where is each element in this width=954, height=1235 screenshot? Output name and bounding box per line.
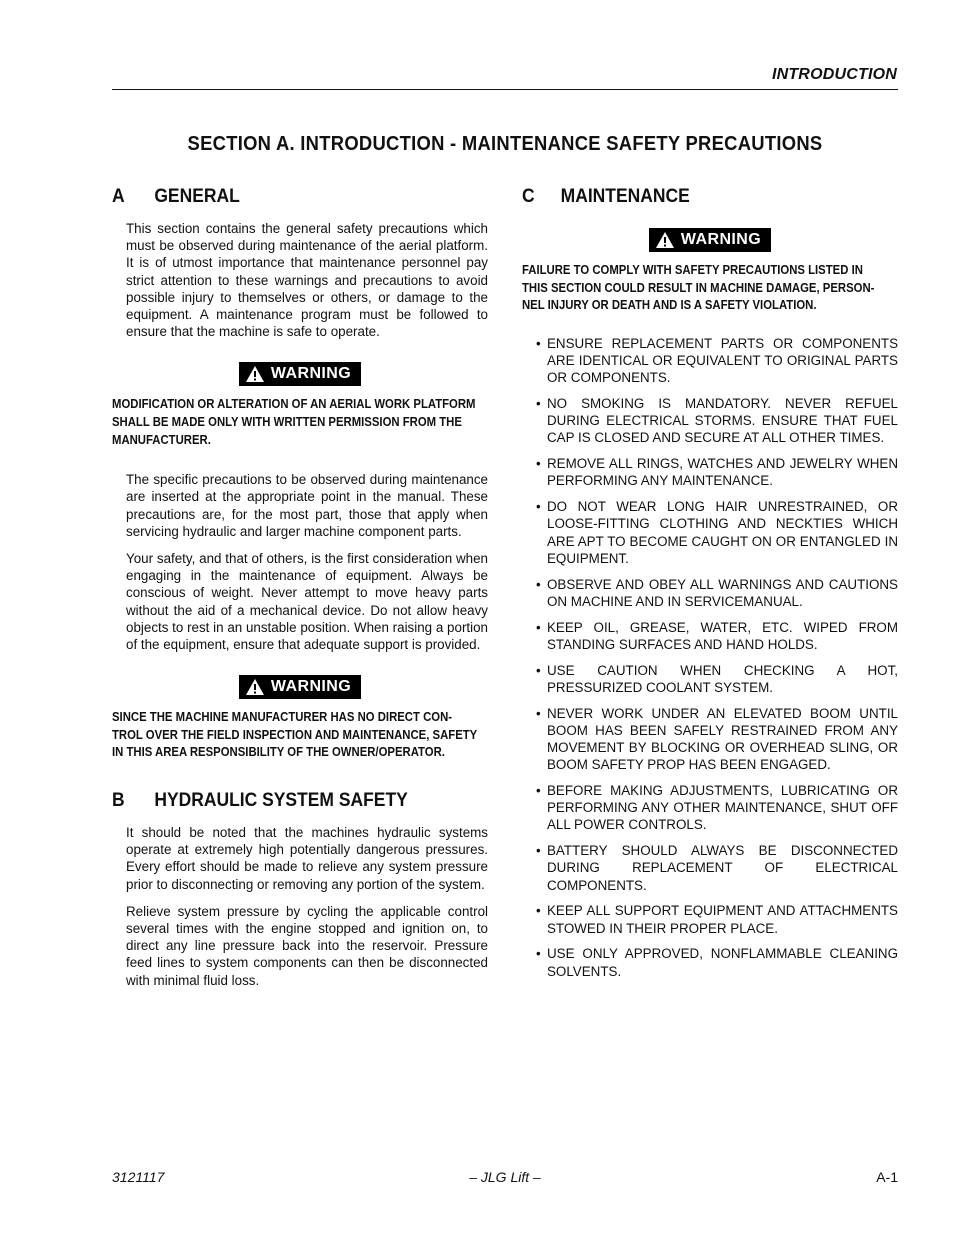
list-item: • ENSURE REPLACEMENT PARTS OR COMPONENTS ARE IDENTICAL OR EQUIVALENT TO ORIGINAL PARTS OR COMPONENTS. [536, 335, 898, 387]
warning-block-3 [522, 228, 898, 254]
heading-general [112, 186, 458, 208]
heading-maintenance [522, 186, 868, 208]
warning-triangle-icon [245, 365, 265, 383]
list-item: • NEVER WORK UNDER AN ELEVATED BOOM UNTIL BOOM HAS BEEN SAFELY RESTRAINED FROM ANY MOVEMENT BY BLOCKING OR OVERHEAD SLING, OR BOOM SAFETY PROP HAS BEEN ENGAGED. [536, 705, 898, 774]
warning-text-1 [112, 396, 488, 449]
running-header-title: INTRODUCTION [771, 66, 897, 83]
general-paragraph-2: The specific precautions to be observed during maintenance are inserted at the appropriate point in the manual. These precautions are, for the most part, those that apply when servicing hydraulic and larger machine component parts. [126, 472, 488, 539]
warning-text-line: SHALL BE MADE ONLY WITH WRITTEN PERMISSION FROM THE [112, 415, 462, 430]
heading-maintenance-letter: C [522, 186, 535, 207]
general-paragraph-1: This section contains the general safety precautions which must be observed during maintenance of the aerial platform. It is of utmost importance that maintenance personnel pay strict attention to these warnings and precautions to avoid possible injury to themselves or others, or damage to the equipment. A maintenance program must be followed to ensure that the machine is safe to operate. [126, 221, 488, 340]
header-rule [112, 89, 898, 90]
list-item: • OBSERVE AND OBEY ALL WARNINGS AND CAUTIONS ON MACHINE AND IN SERVICEMANUAL. [536, 576, 898, 610]
warning-label: WARNING [680, 231, 762, 248]
list-item: • KEEP OIL, GREASE, WATER, ETC. WIPED FROM STANDING SURFACES AND HAND HOLDS. [536, 619, 898, 653]
warning-text-line: THIS SECTION COULD RESULT IN MACHINE DAMAGE, PERSON- [522, 280, 875, 295]
footer-brand: – JLG Lift – [469, 1169, 541, 1185]
warning-text-line: FAILURE TO COMPLY WITH SAFETY PRECAUTIONS LISTED IN [522, 263, 863, 277]
heading-maintenance-text: MAINTENANCE [560, 186, 690, 207]
warning-block-2 [112, 675, 488, 701]
warning-text-line: NEL INJURY OR DEATH AND IS A SAFETY VIOLATION. [522, 298, 817, 313]
warning-text-3 [522, 262, 898, 315]
list-item: • BEFORE MAKING ADJUSTMENTS, LUBRICATING OR PERFORMING ANY OTHER MAINTENANCE, SHUT OFF ALL POWER CONTROLS. [536, 782, 898, 834]
warning-label: WARNING [270, 678, 352, 696]
left-column [112, 186, 488, 999]
warning-text-line: MANUFACTURER. [112, 432, 211, 447]
warning-text-line: TROL OVER THE FIELD INSPECTION AND MAINTENANCE, SAFETY [112, 727, 478, 742]
warning-triangle-icon [245, 678, 265, 696]
hydraulic-paragraph-2: Relieve system pressure by cycling the applicable control several times with the engine stopped and ignition on, to direct any line pressure back into the reservoir. Pressure feed lines to system components can then be disconnected with minimal fluid loss. [126, 903, 488, 988]
warning-label: WARNING [270, 365, 352, 383]
warning-badge [649, 228, 771, 252]
heading-general-letter: A [112, 186, 125, 207]
maintenance-bullet-list [522, 335, 898, 980]
list-item: • USE ONLY APPROVED, NONFLAMMABLE CLEANING SOLVENTS. [536, 945, 898, 979]
heading-hydraulic [112, 790, 458, 812]
warning-block-1 [112, 362, 488, 388]
footer-doc-number: 3121117 [112, 1169, 165, 1185]
list-item: • KEEP ALL SUPPORT EQUIPMENT AND ATTACHMENTS STOWED IN THEIR PROPER PLACE. [536, 902, 898, 936]
heading-general-text: GENERAL [154, 186, 240, 207]
footer-page-number: A-1 [876, 1169, 898, 1185]
list-item: • USE CAUTION WHEN CHECKING A HOT, PRESSURIZED COOLANT SYSTEM. [536, 662, 898, 696]
list-item: • REMOVE ALL RINGS, WATCHES AND JEWELRY WHEN PERFORMING ANY MAINTENANCE. [536, 455, 898, 489]
list-item: • DO NOT WEAR LONG HAIR UNRESTRAINED, OR LOOSE-FITTING CLOTHING AND NECKTIES WHICH ARE APT TO BECOME CAUGHT ON OR ENTANGLED IN EQUIPMENT. [536, 498, 898, 567]
warning-badge [239, 675, 361, 699]
section-title: SECTION A. INTRODUCTION - MAINTENANCE SAFETY PRECAUTIONS [187, 133, 823, 155]
warning-text-line: MODIFICATION OR ALTERATION OF AN AERIAL WORK PLATFORM [112, 397, 476, 412]
list-item: • NO SMOKING IS MANDATORY. NEVER REFUEL DURING ELECTRICAL STORMS. ENSURE THAT FUEL CAP IS CLOSED AND SECURE AT ALL OTHER TIMES. [536, 395, 898, 447]
heading-hydraulic-letter: B [112, 790, 125, 812]
hydraulic-paragraph-1: It should be noted that the machines hydraulic systems operate at extremely high potentially dangerous pressures. Every effort should be made to relieve any system pressure prior to disconnecting or removing any portion of the system. [126, 825, 488, 892]
warning-text-line: IN THIS AREA RESPONSIBILITY OF THE OWNER/OPERATOR. [112, 745, 445, 760]
heading-hydraulic-text: HYDRAULIC SYSTEM SAFETY [154, 790, 408, 812]
general-paragraph-3: Your safety, and that of others, is the first consideration when engaging in the maintenance of equipment. Always be conscious of weight. Never attempt to move heavy parts without the aid of a mechanical device. Do not allow heavy objects to rest in an unstable position. When raising a portion of the equipment, ensure that adequate support is provided. [126, 551, 488, 653]
warning-badge [239, 362, 361, 386]
warning-text-2 [112, 709, 488, 762]
right-column [522, 186, 898, 988]
warning-text-line: SINCE THE MACHINE MANUFACTURER HAS NO DIRECT CON- [112, 710, 453, 725]
list-item: • BATTERY SHOULD ALWAYS BE DISCONNECTED DURING REPLACEMENT OF ELECTRICAL COMPONENTS. [536, 842, 898, 894]
warning-triangle-icon [655, 231, 675, 249]
